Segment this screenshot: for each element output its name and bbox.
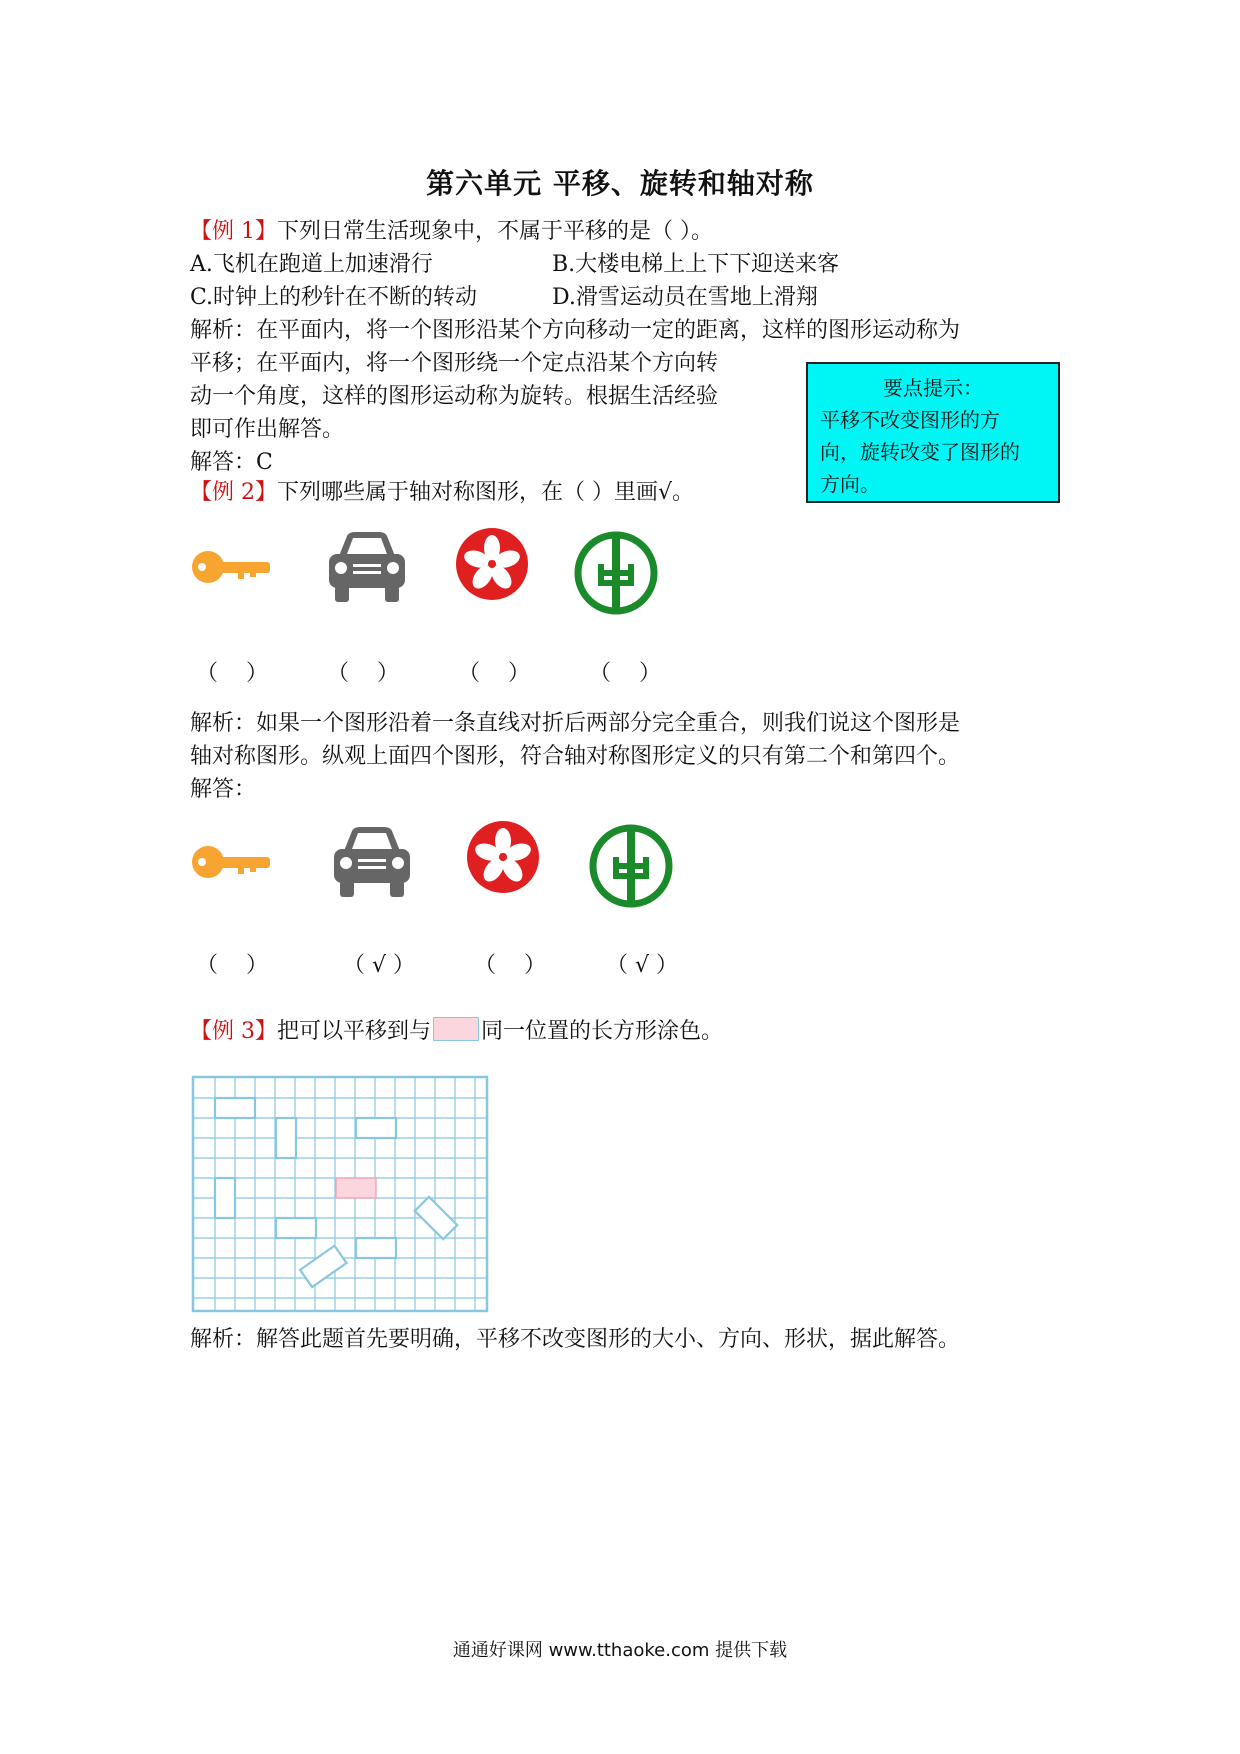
grid-rectangle[interactable] [276,1118,296,1158]
footer: 通通好课网 www.tthaoke.com 提供下载 [452,1640,788,1661]
tip-line1: 平移不改变图形的方 [820,408,1000,432]
ex1-option-d: D.滑雪运动员在雪地上滑翔 [552,285,818,310]
ex2-answer-label: 解答： [190,777,257,802]
ex1-answer: 解答：C [190,450,273,475]
tip-title: 要点提示： [883,376,983,400]
page-title: 第六单元 平移、旋转和轴对称 [426,167,814,200]
ex2-analysis-line2: 轴对称图形。纵观上面四个图形，符合轴对称图形定义的只有第二个和第四个。 [190,744,961,769]
ex1-question: 下列日常生活现象中，不属于平移的是（ ）。 [277,219,713,244]
grid-rectangle[interactable] [215,1178,235,1218]
ex1-analysis-line2: 平移；在平面内，将一个图形绕一个定点沿某个方向转 [190,351,719,376]
ex2-answer-3: （ ） [474,953,546,978]
bauhinia-flag-icon [466,820,540,894]
bauhinia-flag-icon [455,527,529,601]
ex2-blank-1[interactable]: （ ） [196,661,268,686]
ex3-question-a: 把可以平移到与 [277,1019,432,1044]
ex2-answer-4: （ √ ） [606,953,679,978]
agricultural-bank-logo-icon [570,530,662,616]
tip-line3: 方向。 [820,472,880,496]
ex2-answer-2: （ √ ） [343,953,416,978]
ex2-answer-1: （ ） [196,953,268,978]
target-rectangle-sample [433,1017,479,1041]
target-rectangle [336,1178,376,1198]
grid-rectangle[interactable] [356,1118,396,1138]
ex1-analysis-line4: 即可作出解答。 [190,417,345,442]
agricultural-bank-logo-icon [585,823,677,909]
ex3-question-line [190,1016,723,1048]
ex1-option-c: C.时钟上的秒针在不断的转动 [190,285,478,310]
car-icon [330,825,414,901]
grid-rectangle-rotated[interactable] [415,1197,457,1239]
grid-rectangle[interactable] [276,1218,316,1238]
ex2-blank-3[interactable]: （ ） [458,661,530,686]
ex2-blank-2[interactable]: （ ） [327,661,399,686]
ex1-option-b: B.大楼电梯上上下下迎送来客 [552,252,840,277]
car-icon [325,530,409,606]
ex2-blank-4[interactable]: （ ） [589,661,661,686]
ex2-question-line [190,477,694,509]
grid-rectangle[interactable] [356,1238,396,1258]
ex3-analysis: 解析：解答此题首先要明确，平移不改变图形的大小、方向、形状，据此解答。 [190,1327,961,1352]
ex3-question-b: 同一位置的长方形涂色。 [481,1019,724,1044]
ex1-question-line [190,216,713,248]
ex2-label: 【例 2】 [190,480,277,505]
translation-grid[interactable] [190,1074,490,1314]
ex1-option-a: A.飞机在跑道上加速滑行 [190,252,433,277]
grid-rectangle[interactable] [215,1098,255,1118]
key-icon [190,545,272,589]
ex2-question: 下列哪些属于轴对称图形，在（ ）里画√。 [277,480,695,505]
ex2-analysis-line1: 解析：如果一个图形沿着一条直线对折后两部分完全重合，则我们说这个图形是 [190,711,961,736]
ex1-label: 【例 1】 [190,219,277,244]
grid-rectangle-rotated[interactable] [300,1246,346,1287]
key-icon [190,840,272,884]
ex1-analysis-line1: 解析：在平面内，将一个图形沿某个方向移动一定的距离，这样的图形运动称为 [190,318,961,343]
ex3-label: 【例 3】 [190,1019,277,1044]
ex1-analysis-line3: 动一个角度，这样的图形运动称为旋转。根据生活经验 [190,384,719,409]
tip-line2: 向，旋转改变了图形的 [820,440,1020,464]
tip-box [806,362,1060,503]
